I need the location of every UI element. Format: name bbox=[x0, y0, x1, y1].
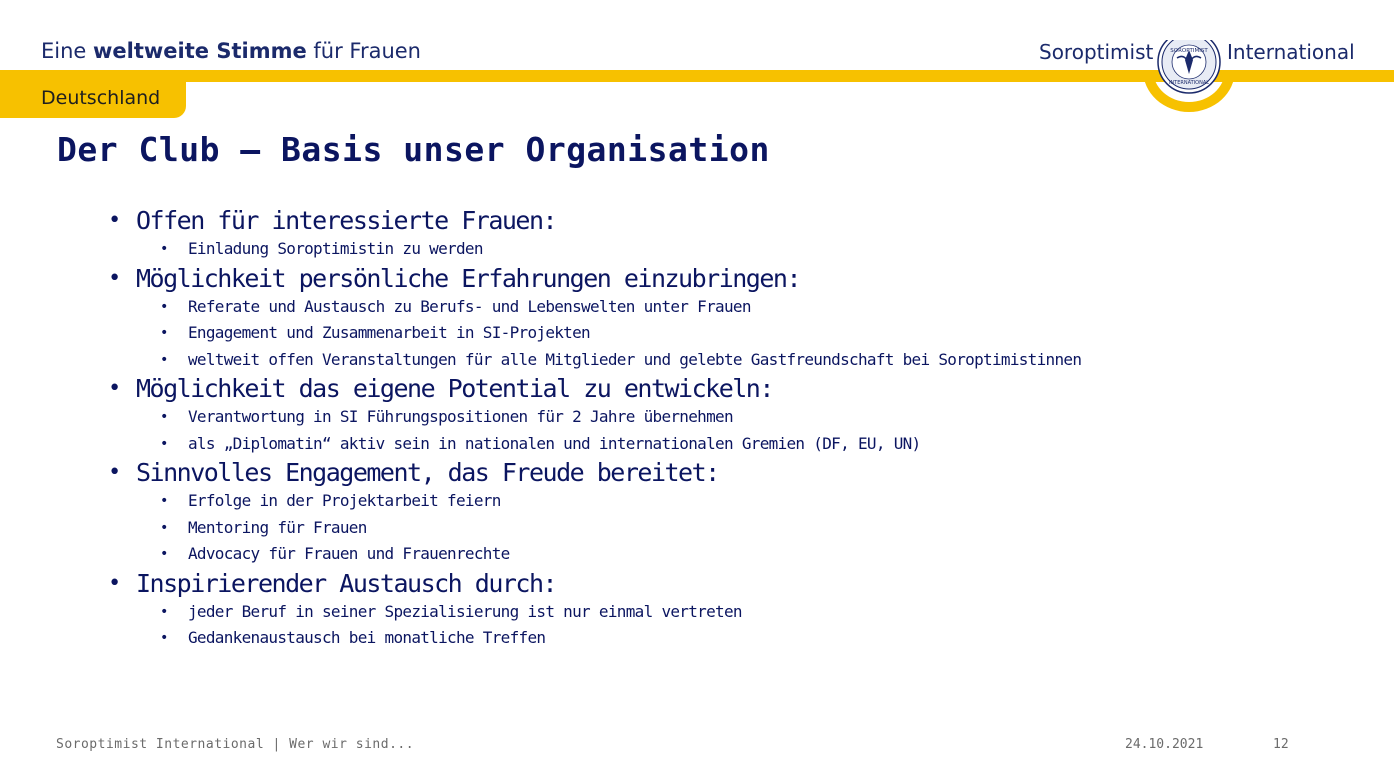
footer-caption: Soroptimist International | Wer wir sind... bbox=[56, 737, 415, 752]
footer-date: 24.10.2021 bbox=[1125, 737, 1204, 752]
seal-bottom-text: INTERNATIONAL bbox=[1168, 80, 1210, 86]
sub-bullet: • Engagement und Zusammenarbeit in SI-Projekten bbox=[108, 320, 1308, 347]
bullet-heading: • Offen für interessierte Frauen: bbox=[108, 205, 1308, 236]
bullet-list bbox=[108, 205, 1308, 652]
sub-bullet: • Advocacy für Frauen und Frauenrechte bbox=[108, 541, 1308, 568]
sub-bullet: • Verantwortung in SI Führungspositionen für 2 Jahre übernehmen bbox=[108, 404, 1308, 431]
region-label: Deutschland bbox=[41, 87, 161, 109]
bullet-heading: • Möglichkeit das eigene Potential zu entwickeln: bbox=[108, 373, 1308, 404]
soroptimist-seal-icon bbox=[1143, 40, 1235, 112]
sub-bullet: • Referate und Austausch zu Berufs- und Lebenswelten unter Frauen bbox=[108, 294, 1308, 321]
slide-title: Der Club – Basis unser Organisation bbox=[57, 130, 770, 169]
bullet-heading: • Sinnvolles Engagement, das Freude bereitet: bbox=[108, 457, 1308, 488]
seal-top-text: SOROPTIMIST bbox=[1170, 48, 1208, 54]
tagline: Eine weltweite Stimme für Frauen bbox=[41, 39, 421, 63]
brand-name-right: International bbox=[1227, 40, 1355, 64]
sub-bullet: • Mentoring für Frauen bbox=[108, 515, 1308, 542]
page-number: 12 bbox=[1273, 737, 1289, 752]
sub-bullet: • jeder Beruf in seiner Spezialisierung ist nur einmal vertreten bbox=[108, 599, 1308, 626]
sub-bullet: • Einladung Soroptimistin zu werden bbox=[108, 236, 1308, 263]
sub-bullet: • Erfolge in der Projektarbeit feiern bbox=[108, 488, 1308, 515]
sub-bullet: • weltweit offen Veranstaltungen für alle Mitglieder und gelebte Gastfreundschaft bei Soroptimistinnen bbox=[108, 347, 1308, 374]
sub-bullet: • Gedankenaustausch bei monatliche Treffen bbox=[108, 625, 1308, 652]
sub-bullet: • als „Diplomatin“ aktiv sein in nationalen und internationalen Gremien (DF, EU, UN) bbox=[108, 431, 1308, 458]
bullet-heading: • Möglichkeit persönliche Erfahrungen einzubringen: bbox=[108, 263, 1308, 294]
brand-name-left: Soroptimist bbox=[1039, 40, 1154, 64]
bullet-heading: • Inspirierender Austausch durch: bbox=[108, 568, 1308, 599]
